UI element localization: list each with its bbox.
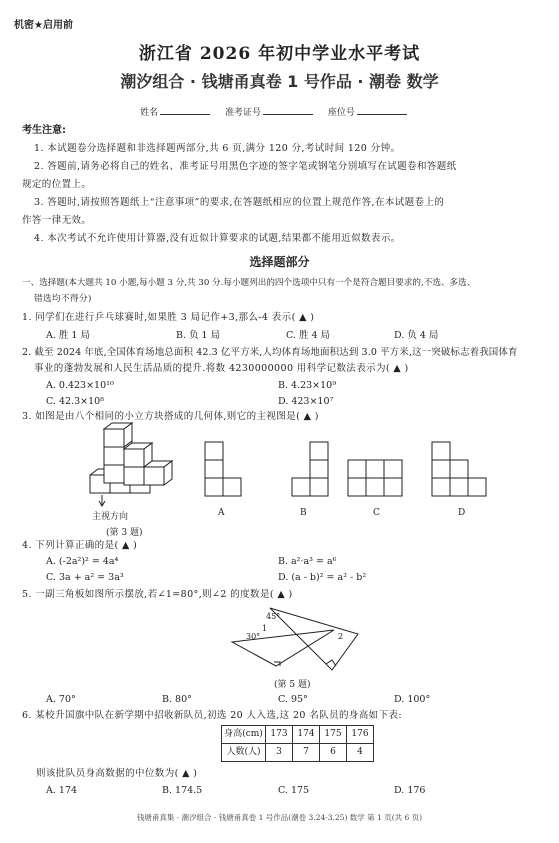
- notice-item: 3. 答题时,请按照答题纸上“注意事项”的要求,在答题纸相应的位置上规范作答,在本试题卷上的: [34, 197, 445, 208]
- candidate-fields: [0, 106, 559, 119]
- q1-option-b[interactable]: B. 负 1 局: [176, 330, 221, 341]
- q1-option-c[interactable]: C. 胜 4 局: [286, 330, 331, 341]
- table-cell: 175: [320, 726, 347, 744]
- q6-option-a[interactable]: A. 174: [46, 785, 78, 796]
- q1-option-d[interactable]: D. 负 4 局: [394, 330, 439, 341]
- q5-option-c[interactable]: C. 95°: [278, 694, 308, 705]
- part1-intro-cont: 错选均不得分): [34, 294, 92, 304]
- q2-option-c[interactable]: C. 42.3×10⁸: [46, 396, 104, 407]
- q6-ask: 则该批队员身高数据的中位数为( ▲ ): [36, 768, 198, 779]
- seat-line: [357, 106, 407, 115]
- table-cell: 人数(人): [222, 744, 266, 762]
- table-cell: 身高(cm): [222, 726, 266, 744]
- table-cell: 4: [347, 744, 374, 762]
- q1-option-a[interactable]: A. 胜 1 局: [46, 330, 90, 341]
- q3-option-b-view[interactable]: [292, 442, 352, 502]
- notice-item: 1. 本试题卷分选择题和非选择题两部分,共 6 页,满分 120 分,考试时间 120 分钟。: [34, 143, 401, 154]
- q5-angle-45: 45°: [266, 612, 281, 621]
- q6-stem: 6. 某校升国旗中队在新学期中招收新队员,初选 20 人入选,这 20 名队员的身高如下表:: [22, 710, 402, 721]
- q3-option-d-view[interactable]: [432, 442, 492, 502]
- table-cell: 174: [293, 726, 320, 744]
- table-cell: 7: [293, 744, 320, 762]
- q6-option-b[interactable]: B. 174.5: [162, 785, 203, 796]
- table-row: [222, 726, 374, 744]
- notice-item: 2. 答题前,请务必将自己的姓名、准考证号用黑色字迹的签字笔或钢笔分别填写在试题卷和答题纸: [34, 161, 457, 172]
- q4-option-d[interactable]: D. (a - b)² = a² - b²: [278, 572, 367, 583]
- q1-stem: 1. 同学们在进行乒乓球赛时,如果胜 3 局记作+3,那么-4 表示( ▲ ): [22, 312, 315, 323]
- page-footer: 钱塘甬真集 · 潮汐组合 · 钱塘甬真卷 1 号作品(潮卷 3.24-3.25) 数学 第 1 页(共 6 页): [136, 813, 423, 822]
- q3-label-b: B: [300, 508, 307, 518]
- q2-option-a[interactable]: A. 0.423×10¹⁰: [46, 380, 114, 391]
- notice-item: 4. 本次考试不允许使用计算器,没有近似计算要求的试题,结果都不能用近似数表示。: [34, 233, 401, 244]
- seat-label: 座位号: [327, 108, 355, 118]
- table-cell: 6: [320, 744, 347, 762]
- q3-option-c-view[interactable]: [348, 460, 418, 505]
- id-label: 准考证号: [224, 108, 261, 118]
- name-line: [160, 106, 210, 115]
- q5-option-d[interactable]: D. 100°: [394, 694, 431, 705]
- name-label: 姓名: [140, 108, 159, 118]
- q3-label-c: C: [373, 508, 380, 518]
- q5-caption: (第 5 题): [274, 680, 311, 690]
- table-cell: 3: [266, 744, 293, 762]
- table-row: [222, 744, 374, 762]
- q6-option-d[interactable]: D. 176: [394, 785, 426, 796]
- notice-heading: 考生注意:: [22, 125, 66, 136]
- q2-option-d[interactable]: D. 423×10⁷: [278, 396, 334, 407]
- notice-item: 作答一律无效。: [22, 215, 92, 226]
- q2-stem: 2. 截至 2024 年底,全国体育场地总面积 42.3 亿平方米,人均体育场地面积达到 3.0 平方米,这一突破标志着我国体育: [22, 347, 518, 358]
- q3-option-a-view[interactable]: [205, 442, 245, 502]
- q3-stem: 3. 如图是由八个相同的小立方块搭成的几何体,则它的主视图是( ▲ ): [22, 411, 319, 422]
- part1-intro: 一、选择题(本大题共 10 小题,每小题 3 分,共 30 分.每小题列出的四个选项中只有一个是符合题目要求的,不选、多选、: [22, 278, 476, 288]
- notice-item: 规定的位置上。: [22, 179, 92, 190]
- q5-stem: 5. 一副三角板如图所示摆放,若∠1=80°,则∠2 的度数是( ▲ ): [22, 589, 293, 600]
- table-cell: 173: [266, 726, 293, 744]
- q2-stem-cont: 事业的蓬勃发展和人民生活品质的提升.将数 4230000000 用科学记数法表示为( ▲ ): [34, 363, 409, 374]
- q5-angle-2: 2: [338, 632, 344, 641]
- confidential-label: 机密★启用前: [14, 20, 73, 31]
- q3-label-d: D: [458, 508, 466, 518]
- q5-angle-30: 30°: [246, 632, 261, 641]
- q3-label-a: A: [218, 508, 225, 518]
- q6-height-table: [221, 725, 374, 762]
- exam-title: 浙江省 2026 年初中学业水平考试: [138, 44, 421, 64]
- q5-angle-1: 1: [262, 624, 268, 633]
- q4-option-c[interactable]: C. 3a + a² = 3a³: [46, 572, 124, 583]
- q5-option-b[interactable]: B. 80°: [162, 694, 192, 705]
- q3-cube-figure: [84, 427, 184, 517]
- q4-option-a[interactable]: A. (-2a²)² = 4a⁴: [46, 556, 119, 567]
- q5-option-a[interactable]: A. 70°: [46, 694, 76, 705]
- q4-option-b[interactable]: B. a²·a³ = a⁶: [278, 556, 337, 567]
- q4-stem: 4. 下列计算正确的是( ▲ ): [22, 540, 138, 551]
- q6-option-c[interactable]: C. 175: [278, 785, 310, 796]
- table-cell: 176: [347, 726, 374, 744]
- section-title: 选择题部分: [249, 255, 310, 269]
- exam-subtitle: 潮汐组合 · 钱塘甬真卷 1 号作品 · 潮卷 数学: [120, 72, 439, 91]
- q2-option-b[interactable]: B. 4.23×10⁹: [278, 380, 337, 391]
- q3-view-label: 主视方向: [92, 512, 129, 522]
- id-line: [263, 106, 313, 115]
- q3-caption: (第 3 题): [106, 528, 143, 538]
